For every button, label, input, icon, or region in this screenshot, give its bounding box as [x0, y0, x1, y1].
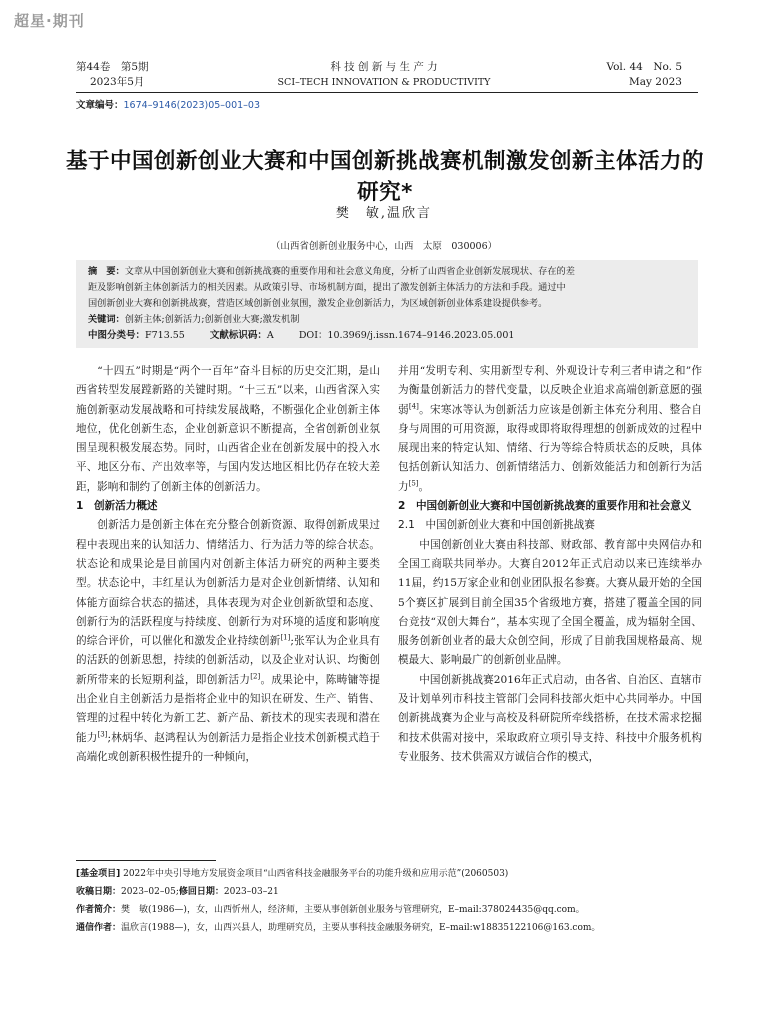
- classification-line: [88, 328, 688, 344]
- citation-marker[interactable]: [4]: [408, 402, 419, 411]
- body-paragraph-continued: 并用“发明专利、实用新型专利、外观设计专利三者申请之和”作为衡量创新活力的替代变量，以反映企业追求高端创新意愿的强弱[4]。宋寒冰等认为创新活力应该是创新主体充分利用、整合自身与周围的可用资源，取得或即将取得理想的创新成效的过程中展现出来的特定认知、情绪、行为等综合特质状态的反映，具体包括创新认知活力、创新情绪活力、创新效能活力和创新行为活力[5]。: [398, 365, 703, 493]
- abstract-line-2: 距及影响创新主体创新活力的相关因素。从政策引导、市场机制方面，提出了激发创新主体活力的方法和手段。通过中: [88, 282, 566, 293]
- footnote-fund: [76, 866, 716, 883]
- section-heading-2: 2 中国创新创业大赛和中国创新挑战赛的重要作用和社会意义: [398, 500, 692, 513]
- doi[interactable]: DOI：10.3969/j.issn.1674–9146.2023.05.001: [298, 330, 515, 341]
- keywords-line: [88, 312, 688, 328]
- fund-text: 2022年中央引导地方发展资金项目“山西省科技金融服务平台的功能升级和应用示范”(2060503): [123, 869, 509, 879]
- keywords-text: 创新主体;创新活力;创新创业大赛;激发机制: [124, 314, 300, 325]
- body-paragraph: 中国创新挑战赛2016年正式启动，由各省、自治区、直辖市及计划单列市科技主管部门会同科技部火炬中心共同举办。中国创新挑战赛为企业与高校及科研院所牵线搭桥，在技术需求挖掘和技术供需对接中，采取政府立项引导支持、科技中介服务机构专业服务、技术供需双方诚信合作的模式，: [398, 673, 702, 763]
- citation-marker[interactable]: [2]: [250, 672, 261, 681]
- received-date: 2023–02–05;: [121, 887, 179, 897]
- footnote-author: [76, 902, 716, 919]
- revised-label: 修回日期：: [178, 887, 224, 897]
- citation-marker[interactable]: [5]: [408, 479, 419, 488]
- author-bio: 樊 敏(1986—)，女，山西忻州人，经济师，主要从事创新创业服务与管理研究，E–mail:378024435@qq.com。: [121, 905, 585, 915]
- journal-name-en: SCI–TECH INNOVATION & PRODUCTIVITY: [277, 77, 491, 88]
- corresponding-label: 通信作者：: [76, 923, 122, 933]
- section-heading-1: 1 创新活力概述: [76, 500, 158, 513]
- clc-value: F713.55: [145, 330, 185, 341]
- publisher-watermark: 超星·期刊: [14, 12, 85, 30]
- abstract-text-1: 文章从中国创新创业大赛和创新挑战赛的重要作用和社会意义角度，分析了山西省企业创新发展现状、存在的差: [124, 266, 575, 277]
- paper-title: 基于中国创新创业大赛和中国创新挑战赛机制激发创新主体活力的研究*: [65, 149, 704, 205]
- affiliation: （山西省创新创业服务中心，山西 太原 030006）: [270, 241, 498, 252]
- article-number: [76, 97, 260, 111]
- article-number-value[interactable]: 1674–9146(2023)05–001–03: [123, 100, 261, 111]
- body-paragraph: “十四五”时期是“两个一百年”奋斗目标的历史交汇期，是山西省转型发展蹚新路的关键时期。“十三五”以来，山西省深入实施创新驱动发展战略和可持续发展战略，不断强化企业创新主体地位，优化创新生态，企业创新意识不断提高，全省创新创业氛围呈现积极发展态势。同时，山西省企业在创新发展中的投入水平、地区分布、产出效率等，与国内发达地区相比仍存在较大差距，影响和制约了创新主体的创新活力。: [76, 365, 380, 493]
- abstract-line-3: 国创新创业大赛和创新挑战赛，营造区域创新创业氛围，激发企业创新活力，为区域创新创业体系建设提供参考。: [88, 298, 548, 309]
- body-paragraph: 创新活力是创新主体在充分整合创新资源、取得创新成果过程中表现出来的认知活力、情绪活力、行为活力等的综合状态。状态论和成果论是目前国内对创新主体活力研究的两种主要类型。状态论中，丰红星认为创新活力是对企业创新情绪、认知和体能方面综合状态的描述，具体表现为对企业创新欲望和态度、创新行为的活跃程度与持续度、创新行为对环境的适度和影响度的综合评价，可以催化和激发企业持续创新[1];张军认为企业具有的活跃的创新思想，持续的创新活动，以及企业对认识、均衡创新所带来的长短期利益，即创新活力[2]。成果论中，陈畴镛等提出企业自主创新活力是指将企业中的知识在研发、生产、销售、管理的过程中转化为新工艺、新产品、新技术的现实表现和潜在能力[3];林炳华、赵鸿程认为创新活力是指企业技术创新模式趋于高端化或创新积极性提升的一种倾向，: [76, 519, 381, 763]
- issue-date-en: May 2023: [628, 76, 682, 88]
- abstract-line-1: [88, 264, 688, 280]
- clc-label: 中图分类号：: [88, 330, 146, 341]
- footnote-rule: [76, 860, 216, 861]
- citation-marker[interactable]: [3]: [97, 730, 108, 739]
- author-bio-label: 作者简介：: [76, 905, 122, 915]
- volume-issue-en: Vol. 44 No. 5: [606, 61, 682, 73]
- article-number-label: 文章编号：: [76, 100, 124, 111]
- body-column-right: [398, 362, 702, 767]
- revised-date: 2023–03–21: [223, 887, 279, 897]
- corresponding-bio: 温欣言(1988—)，女，山西兴县人，助理研究员，主要从事科技金融服务研究，E–mail:w18835122106@163.com。: [121, 923, 601, 933]
- header-rule: [76, 92, 698, 93]
- abstract-label: 摘 要：: [88, 266, 125, 277]
- authors: 樊 敏,温欣言: [335, 206, 433, 221]
- footnote-dates: [76, 884, 716, 901]
- journal-name-cn: 科 技 创 新 与 生 产 力: [330, 61, 438, 73]
- journal-volume-en: [606, 60, 682, 90]
- body-paragraph: 中国创新创业大赛由科技部、财政部、教育部中央网信办和全国工商联共同举办。大赛自2012年正式启动以来已连续举办11届，约15万家企业和创业团队报名参赛。大赛从最开始的全国5个赛区扩展到目前全国35个省级地方赛，搭建了覆盖全国的同台竞技“双创大舞台”，基本实现了全国全覆盖，成为辐射全国、服务创新创业者的最大众创空间，形成了目前我国规格最高、规模最大、影响最广的创新创业品牌。: [398, 538, 702, 667]
- body-column-left: [76, 362, 380, 767]
- doc-code-label: 文献标识码：: [209, 330, 267, 341]
- citation-marker[interactable]: [1]: [280, 633, 291, 642]
- issue-date: 2023年5月: [90, 76, 145, 88]
- keywords-label: 关键词：: [88, 314, 125, 325]
- received-label: 收稿日期：: [76, 887, 122, 897]
- volume-issue: 第44卷 第5期: [76, 61, 149, 73]
- fund-label: [基金项目]: [76, 869, 121, 879]
- footnote-corresponding: [76, 920, 716, 937]
- doc-code-value: A: [266, 330, 274, 341]
- subsection-heading-2-1: 2.1 中国创新创业大赛和中国创新挑战赛: [398, 519, 595, 532]
